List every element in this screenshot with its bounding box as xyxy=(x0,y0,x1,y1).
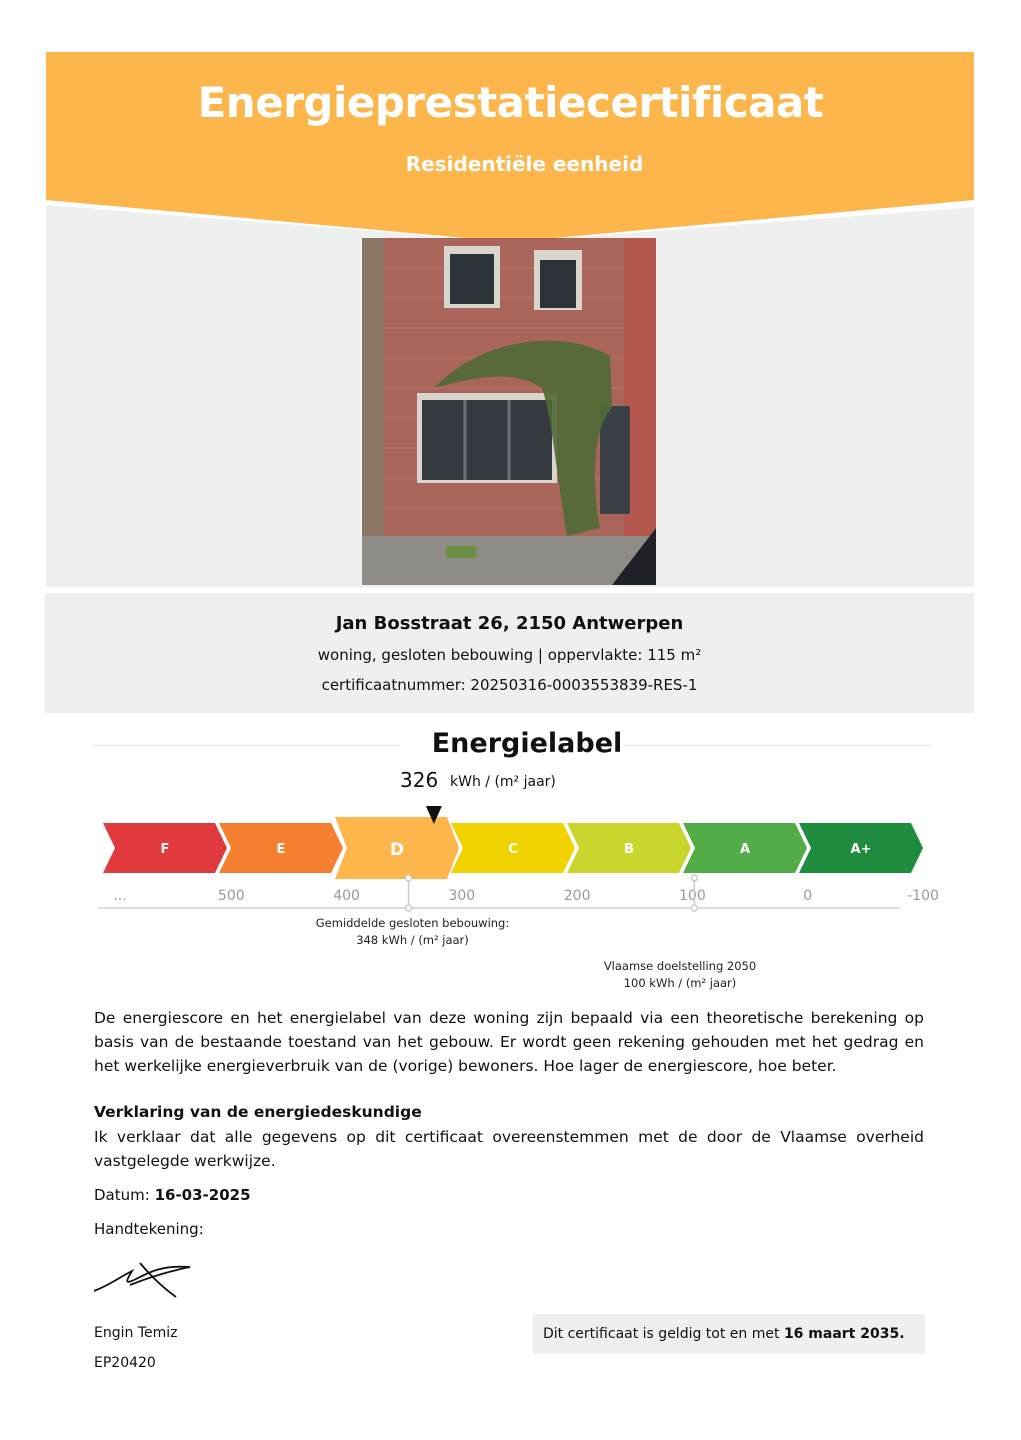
page-title: Energieprestatiecertificaat xyxy=(197,78,824,127)
average-marker-dot xyxy=(406,875,412,881)
axis-tick-label: 400 xyxy=(333,888,360,904)
axis-tick-label: 200 xyxy=(563,888,591,904)
energy-score: 326 xyxy=(400,768,439,792)
date-line xyxy=(94,1186,251,1204)
energy-score-unit: kWh / (m² jaar) xyxy=(450,774,556,790)
label-segment-text: F xyxy=(160,842,170,857)
axis-tick-label: 500 xyxy=(217,888,245,904)
label-segment-text: B xyxy=(624,842,634,857)
axis-tick-label: 0 xyxy=(803,888,813,904)
property-description: woning, gesloten bebouwing | oppervlakte: 115 m² xyxy=(317,646,702,664)
date-value: 16-03-2025 xyxy=(154,1186,251,1204)
axis-tick-label: 300 xyxy=(448,888,476,904)
validity-text: Dit certificaat is geldig tot en met xyxy=(543,1326,784,1342)
page-subtitle: Residentiële eenheid xyxy=(405,152,644,176)
validity-date: 16 maart 2035. xyxy=(783,1326,905,1342)
label-segment-text: D xyxy=(389,840,405,860)
axis-tick-label: -100 xyxy=(907,888,939,904)
expert-id: EP20420 xyxy=(94,1355,156,1371)
average-marker-base xyxy=(406,905,412,911)
declaration-text: Ik verklaar dat alle gegevens op dit certificaat overeenstemmen met de door de Vlaamse overheid vastgelegde werkwijze. xyxy=(94,1128,924,1170)
axis-tick-label: ... xyxy=(113,888,127,904)
axis-tick-label: 100 xyxy=(679,888,706,904)
validity-box xyxy=(533,1314,925,1354)
goal-marker-base xyxy=(691,905,697,911)
label-segment-text: E xyxy=(276,842,286,857)
declaration-heading: Verklaring van de energiedeskundige xyxy=(94,1103,422,1121)
goal-marker-label: Vlaamse doelstelling 2050 100 kWh / (m² jaar) xyxy=(603,959,757,990)
average-marker-label: Gemiddelde gesloten bebouwing: 348 kWh / (m² jaar) xyxy=(315,916,510,947)
goal-marker-dot xyxy=(691,875,697,881)
certificate-number: certificaatnummer: 20250316-0003553839-RES-1 xyxy=(321,676,698,694)
date-label: Datum: xyxy=(94,1186,155,1204)
label-segment-text: A xyxy=(739,842,751,857)
explanation-text: De energiescore en het energielabel van deze woning zijn bepaald via een theoretische berekening op basis van de bestaande toestand van het gebouw. Er wordt geen rekening gehouden met het gedrag en het werkelijke energieverbruik van de (vorige) bewoners. Hoe lager de energiescore, hoe beter. xyxy=(94,1009,924,1075)
signature-label: Handtekening: xyxy=(94,1220,204,1238)
label-segment-text: A+ xyxy=(850,842,872,857)
expert-name: Engin Temiz xyxy=(94,1325,178,1341)
property-address: Jan Bosstraat 26, 2150 Antwerpen xyxy=(335,613,684,634)
energy-label-heading: Energielabel xyxy=(431,728,623,759)
signature-image xyxy=(90,1255,200,1309)
label-segment-text: C xyxy=(508,842,518,857)
